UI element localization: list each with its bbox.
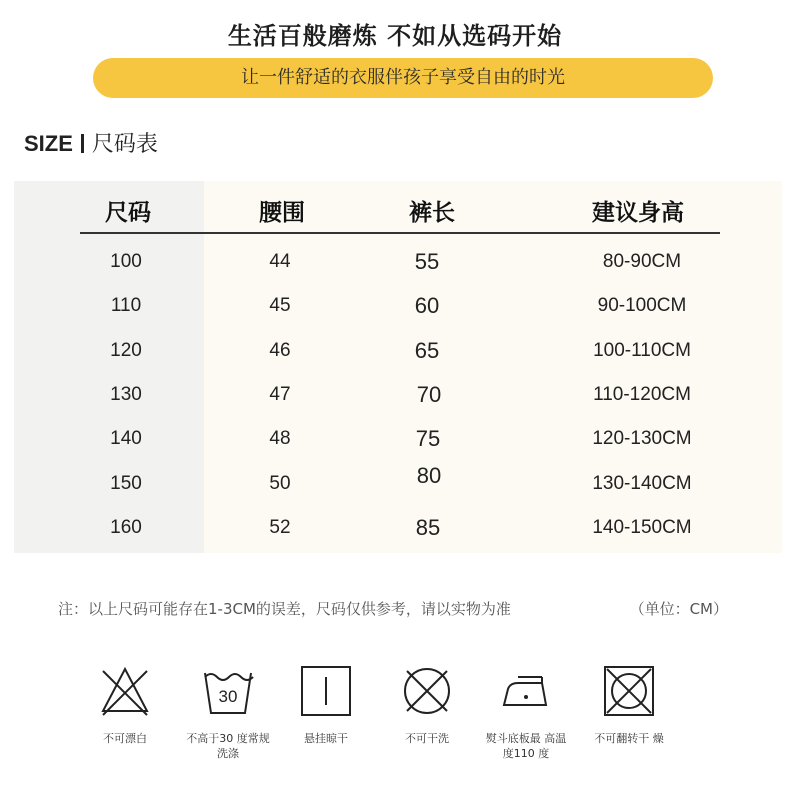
care-label: 不高于30 度常规洗涤 <box>186 732 270 760</box>
cell-height: 110-120CM <box>593 384 691 405</box>
section-title <box>24 127 158 158</box>
no-bleach-icon <box>97 663 153 719</box>
cell-length: 85 <box>415 515 441 540</box>
headline: 生活百般磨炼 不如从选码开始 <box>227 22 563 50</box>
iron-icon <box>498 663 554 719</box>
unit-label: （单位：CM） <box>629 600 728 618</box>
cell-waist: 46 <box>269 340 291 361</box>
no-tumble-dry-icon <box>601 663 657 719</box>
table-row <box>0 340 790 384</box>
header-divider <box>80 232 720 234</box>
note-text: 注：以上尺码可能存在1-3CM的误差，尺码仅供参考，请以实物为准 <box>58 600 511 618</box>
slogan-banner: 让一件舒适的衣服伴孩子享受自由的时光 <box>93 58 713 98</box>
care-item <box>481 663 571 761</box>
care-label: 不可漂白 <box>103 732 147 745</box>
size-chart-title: 尺码表 <box>91 132 158 157</box>
care-item <box>382 663 472 746</box>
cell-size: 100 <box>110 251 142 272</box>
cell-waist: 52 <box>269 517 291 538</box>
no-dry-clean-icon <box>399 663 455 719</box>
care-item <box>584 663 674 746</box>
cell-waist: 48 <box>269 428 291 449</box>
care-label: 不可翻转干 燥 <box>594 732 664 745</box>
size-note <box>58 598 728 619</box>
cell-height: 100-110CM <box>593 340 691 361</box>
cell-height: 120-130CM <box>592 428 692 449</box>
cell-waist: 45 <box>269 295 291 316</box>
column-header-length: 裤长 <box>409 200 455 226</box>
cell-size: 160 <box>110 517 142 538</box>
table-row <box>0 428 790 472</box>
cell-size: 140 <box>110 428 142 449</box>
cell-length: 60 <box>414 293 440 318</box>
cell-height: 80-90CM <box>602 251 682 272</box>
care-label: 熨斗底板最 高温度110 度 <box>485 732 567 760</box>
cell-size: 150 <box>110 473 142 494</box>
cell-length: 70 <box>416 382 442 407</box>
care-item <box>281 663 371 746</box>
cell-height: 90-100CM <box>597 295 687 316</box>
cell-height: 140-150CM <box>592 517 692 538</box>
table-row <box>0 295 790 339</box>
cell-waist: 50 <box>269 473 291 494</box>
cell-length: 65 <box>414 338 440 363</box>
cell-length: 55 <box>414 249 440 274</box>
column-header-waist: 腰围 <box>259 200 305 226</box>
cell-size: 130 <box>110 384 142 405</box>
table-row <box>0 463 790 517</box>
care-label: 不可干洗 <box>405 732 449 745</box>
cell-size: 110 <box>110 295 142 316</box>
cell-size: 120 <box>110 340 142 361</box>
wash-temperature: 30 <box>218 687 238 706</box>
cell-height: 130-140CM <box>592 473 692 494</box>
table-row <box>0 384 790 428</box>
column-header-height: 建议身高 <box>592 200 684 226</box>
care-item <box>80 663 170 746</box>
cell-waist: 47 <box>269 384 291 405</box>
care-label: 悬挂晾干 <box>304 732 348 745</box>
cell-waist: 44 <box>269 251 291 272</box>
wash-30-icon <box>200 663 256 719</box>
column-header-size: 尺码 <box>105 200 151 226</box>
cell-length: 80 <box>416 463 442 488</box>
table-row <box>0 251 790 295</box>
cell-length: 75 <box>415 426 441 451</box>
size-word: SIZE <box>24 131 73 156</box>
title-divider <box>81 134 84 153</box>
table-row <box>0 517 790 561</box>
hang-dry-icon <box>298 663 354 719</box>
care-item <box>183 663 273 761</box>
